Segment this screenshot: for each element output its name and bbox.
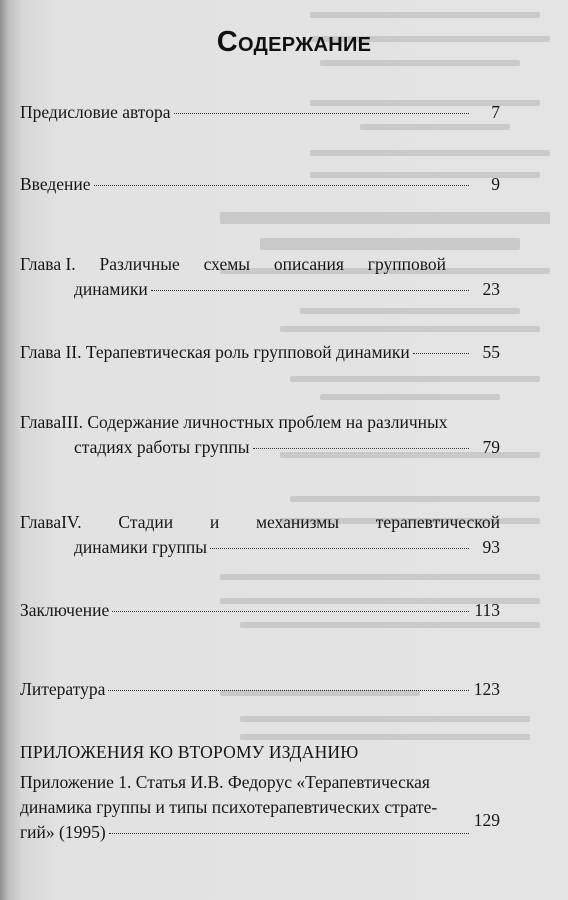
- toc-entry-preface[interactable]: [20, 100, 500, 125]
- toc-page-number: 7: [491, 102, 500, 122]
- toc-word: описания: [273, 254, 344, 274]
- toc-entry-text: Заключение: [20, 600, 110, 620]
- toc-page-number: 129: [473, 810, 500, 830]
- toc-page-number: 23: [482, 279, 500, 299]
- toc-page-number: 93: [482, 537, 500, 557]
- dot-leader: [413, 353, 469, 354]
- toc-word: и: [209, 512, 220, 532]
- dot-leader: [112, 611, 469, 612]
- toc-word: Стадии: [118, 512, 174, 532]
- toc-entry-text-continued: стадиях работы группы: [74, 437, 250, 457]
- toc-word: механизмы: [255, 512, 340, 532]
- toc-entry-text: Глава II. Терапевтическая роль групповой динамики: [20, 342, 410, 362]
- toc-entry-chapter-4[interactable]: [20, 510, 500, 560]
- toc-entry-chapter-1[interactable]: [20, 252, 500, 302]
- toc-page-number: 9: [491, 174, 500, 194]
- toc-entry-text-continued: гий» (1995): [20, 822, 106, 842]
- dot-leader: [108, 690, 469, 691]
- toc-word: ГлаваIV.: [20, 512, 82, 532]
- toc-word: Глава I.: [20, 254, 76, 274]
- toc-entry-text-continued: динамики: [74, 279, 148, 299]
- toc-entry-appendix-1[interactable]: [20, 770, 500, 845]
- toc-word: групповой: [367, 254, 446, 274]
- appendix-heading: ПРИЛОЖЕНИЯ КО ВТОРОМУ ИЗДАНИЮ: [20, 742, 359, 762]
- toc-word: Различные: [99, 254, 180, 274]
- toc-page-number: 55: [482, 342, 500, 362]
- toc-word: терапевтической: [375, 512, 500, 532]
- dot-leader: [174, 113, 470, 114]
- dot-leader: [210, 548, 469, 549]
- toc-entry-text: Приложение 1. Статья И.В. Федорус «Терапевтическая: [20, 772, 430, 792]
- toc-word: схемы: [203, 254, 251, 274]
- toc-entry-conclusion[interactable]: [20, 598, 500, 623]
- dot-leader: [151, 290, 469, 291]
- toc-entry-text-continued: динамика группы и типы психотерапевтических страте-: [20, 797, 438, 817]
- toc-entry-literature[interactable]: [20, 677, 500, 702]
- toc-entry-chapter-3[interactable]: [20, 410, 500, 460]
- toc-entry-text: Литература: [20, 679, 106, 699]
- toc-entry-text: ГлаваIII. Содержание личностных проблем на различных: [20, 412, 448, 432]
- toc-entry-text: Предисловие автора: [20, 102, 171, 122]
- toc-entry-introduction[interactable]: [20, 172, 500, 197]
- toc-entry-text: Введение: [20, 174, 91, 194]
- toc-page-number: 123: [473, 679, 500, 699]
- toc-entry-chapter-2[interactable]: [20, 340, 500, 365]
- page-title: Содержание: [216, 26, 372, 58]
- toc-page-number: 113: [474, 600, 500, 620]
- dot-leader: [94, 185, 469, 186]
- dot-leader: [109, 833, 469, 834]
- dot-leader: [253, 448, 470, 449]
- toc-page-number: 79: [482, 437, 500, 457]
- toc-entry-text-continued: динамики группы: [74, 537, 208, 557]
